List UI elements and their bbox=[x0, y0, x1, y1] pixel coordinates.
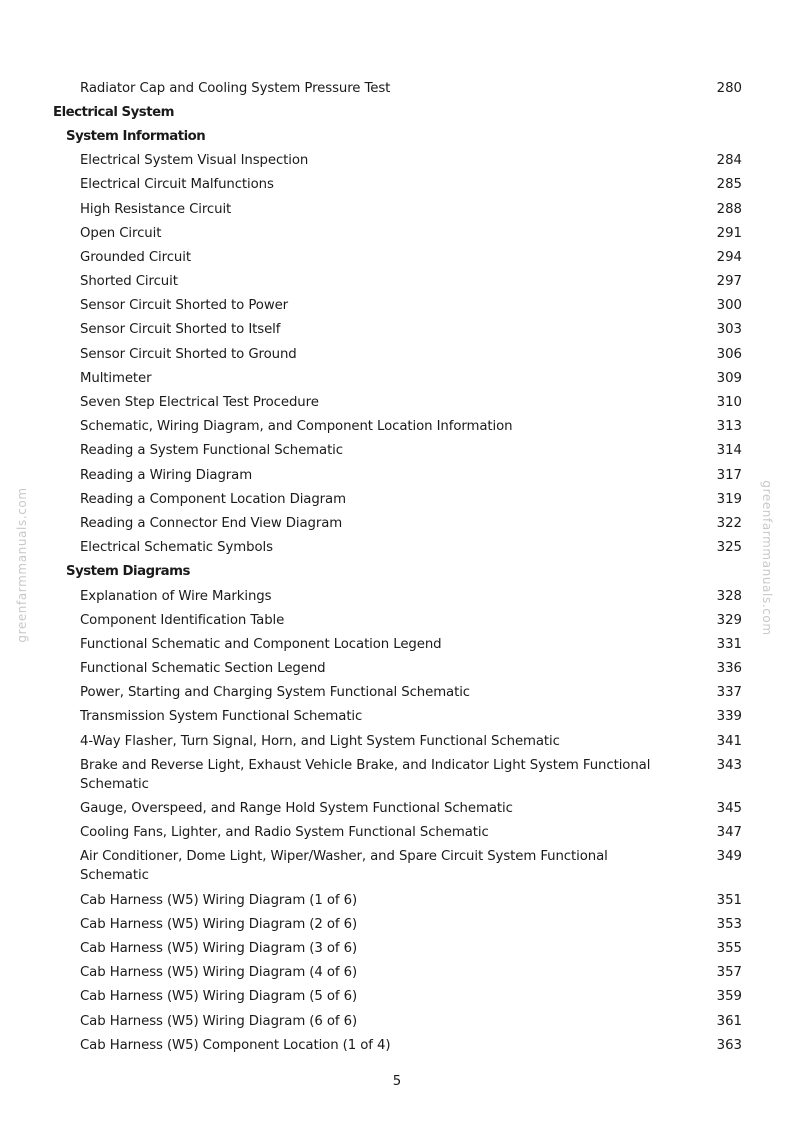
toc-entry[interactable] bbox=[0, 796, 794, 820]
toc-entry[interactable] bbox=[0, 439, 794, 463]
toc-entry[interactable] bbox=[0, 342, 794, 366]
toc-entry-title[interactable]: System Diagrams bbox=[66, 564, 190, 580]
toc-entry[interactable] bbox=[0, 366, 794, 390]
toc-entry-title[interactable]: Radiator Cap and Cooling System Pressure Test bbox=[80, 80, 391, 96]
toc-entry-page[interactable]: 345 bbox=[716, 801, 742, 817]
toc-entry[interactable] bbox=[0, 76, 794, 100]
toc-entry-page[interactable]: 339 bbox=[716, 709, 742, 725]
toc-entry-title[interactable]: Reading a Connector End View Diagram bbox=[80, 515, 343, 531]
watermark-right: greenfarmmanuals.com bbox=[760, 480, 774, 636]
toc-entry[interactable] bbox=[0, 270, 794, 294]
toc-entry[interactable] bbox=[0, 821, 794, 845]
toc-entry[interactable] bbox=[0, 961, 794, 985]
toc-entry[interactable] bbox=[0, 729, 794, 753]
toc-entry[interactable] bbox=[0, 221, 794, 245]
toc-entry-page[interactable]: 280 bbox=[716, 80, 742, 96]
toc-entry-page[interactable]: 331 bbox=[716, 636, 742, 652]
toc-entry-page[interactable]: 349 bbox=[716, 849, 742, 865]
toc-entry[interactable] bbox=[0, 912, 794, 936]
toc-entry-title[interactable]: Electrical System Visual Inspection bbox=[80, 153, 309, 169]
toc-entry-title[interactable]: Cab Harness (W5) Wiring Diagram (2 of 6) bbox=[80, 916, 358, 932]
toc-entry[interactable] bbox=[0, 681, 794, 705]
toc-entry-page[interactable]: 337 bbox=[716, 685, 742, 701]
toc-entry[interactable] bbox=[0, 584, 794, 608]
toc-entry-page[interactable]: 285 bbox=[716, 177, 742, 193]
toc-entry-page[interactable]: 300 bbox=[716, 298, 742, 314]
toc-entry-title[interactable]: Electrical Schematic Symbols bbox=[80, 540, 273, 556]
toc-entry-page[interactable]: 343 bbox=[716, 757, 742, 773]
toc-entry[interactable] bbox=[0, 985, 794, 1009]
toc-entry[interactable] bbox=[0, 657, 794, 681]
toc-entry-page[interactable]: 353 bbox=[716, 916, 742, 932]
toc-entry-title[interactable]: Reading a System Functional Schematic bbox=[80, 443, 343, 459]
toc-entry-title[interactable]: 4-Way Flasher, Turn Signal, Horn, and Light System Functional Schematic bbox=[80, 733, 560, 749]
page-number: 5 bbox=[392, 1074, 402, 1089]
toc-entry-title[interactable]: Cab Harness (W5) Wiring Diagram (4 of 6) bbox=[80, 965, 358, 981]
table-of-contents bbox=[0, 76, 794, 1057]
toc-entry-page[interactable]: 357 bbox=[716, 965, 742, 981]
toc-entry[interactable] bbox=[0, 487, 794, 511]
watermark-left: greenfarmmanuals.com bbox=[15, 487, 29, 643]
toc-entry-title[interactable]: Electrical Circuit Malfunctions bbox=[80, 177, 274, 193]
toc-entry-title[interactable]: Shorted Circuit bbox=[80, 274, 178, 290]
toc-section-heading[interactable] bbox=[0, 100, 794, 124]
toc-entry[interactable] bbox=[0, 753, 794, 796]
toc-entry[interactable] bbox=[0, 845, 794, 888]
toc-entry-title[interactable]: Cooling Fans, Lighter, and Radio System Functional Schematic bbox=[80, 825, 489, 841]
toc-entry-title[interactable]: High Resistance Circuit bbox=[80, 201, 232, 217]
toc-entry-title[interactable]: Cab Harness (W5) Wiring Diagram (6 of 6) bbox=[80, 1013, 358, 1029]
toc-entry-page[interactable]: 359 bbox=[716, 989, 742, 1005]
toc-entry-page[interactable]: 317 bbox=[716, 467, 742, 483]
toc-entry[interactable] bbox=[0, 536, 794, 560]
toc-entry-title[interactable]: Functional Schematic and Component Location Legend bbox=[80, 636, 442, 652]
toc-entry-page[interactable]: 294 bbox=[716, 249, 742, 265]
toc-entry[interactable] bbox=[0, 632, 794, 656]
toc-entry-title[interactable]: Cab Harness (W5) Component Location (1 of 4) bbox=[80, 1037, 391, 1053]
toc-entry-title[interactable]: Explanation of Wire Markings bbox=[80, 588, 272, 604]
toc-entry-title[interactable]: Functional Schematic Section Legend bbox=[80, 661, 326, 677]
toc-entry-title[interactable]: Transmission System Functional Schematic bbox=[80, 709, 363, 725]
toc-entry-title[interactable]: Reading a Wiring Diagram bbox=[80, 467, 253, 483]
toc-entry-page[interactable]: 284 bbox=[716, 153, 742, 169]
toc-entry-page[interactable]: 319 bbox=[716, 491, 742, 507]
toc-entry-page[interactable]: 329 bbox=[716, 612, 742, 628]
toc-entry-page[interactable]: 351 bbox=[716, 892, 742, 908]
toc-entry[interactable] bbox=[0, 294, 794, 318]
toc-entry-page[interactable]: 322 bbox=[716, 515, 742, 531]
toc-entry-page[interactable]: 297 bbox=[716, 274, 742, 290]
toc-entry[interactable] bbox=[0, 390, 794, 414]
toc-entry-title[interactable]: Component Identification Table bbox=[80, 612, 285, 628]
toc-entry[interactable] bbox=[0, 1033, 794, 1057]
toc-entry-title[interactable]: Multimeter bbox=[80, 370, 152, 386]
toc-subsection-heading[interactable] bbox=[0, 124, 794, 148]
toc-entry-page[interactable]: 336 bbox=[716, 661, 742, 677]
toc-entry-title[interactable]: Cab Harness (W5) Wiring Diagram (3 of 6) bbox=[80, 940, 358, 956]
toc-entry-page[interactable]: 306 bbox=[716, 346, 742, 362]
toc-entry-title[interactable]: Cab Harness (W5) Wiring Diagram (5 of 6) bbox=[80, 989, 358, 1005]
toc-entry-title[interactable]: Gauge, Overspeed, and Range Hold System Functional Schematic bbox=[80, 801, 513, 817]
toc-entry-page[interactable]: 291 bbox=[716, 225, 742, 241]
toc-entry[interactable] bbox=[0, 149, 794, 173]
toc-entry-title[interactable]: Electrical System bbox=[53, 104, 174, 120]
toc-entry[interactable] bbox=[0, 245, 794, 269]
toc-entry-page[interactable]: 355 bbox=[716, 940, 742, 956]
toc-entry[interactable] bbox=[0, 888, 794, 912]
toc-subsection-heading[interactable] bbox=[0, 560, 794, 584]
toc-entry-title[interactable]: System Information bbox=[66, 128, 206, 144]
toc-entry[interactable] bbox=[0, 936, 794, 960]
toc-entry-title[interactable]: Open Circuit bbox=[80, 225, 162, 241]
toc-entry[interactable] bbox=[0, 197, 794, 221]
toc-entry-title[interactable]: Air Conditioner, Dome Light, Wiper/Washer, and Spare Circuit System Functional Schematic bbox=[80, 849, 608, 884]
toc-entry[interactable] bbox=[0, 318, 794, 342]
toc-entry-title[interactable]: Schematic, Wiring Diagram, and Component Location Information bbox=[80, 419, 513, 435]
toc-entry[interactable] bbox=[0, 415, 794, 439]
toc-entry-page[interactable]: 313 bbox=[716, 419, 742, 435]
toc-entry[interactable] bbox=[0, 608, 794, 632]
toc-entry-title[interactable]: Sensor Circuit Shorted to Ground bbox=[80, 346, 297, 362]
toc-entry-title[interactable]: Sensor Circuit Shorted to Itself bbox=[80, 322, 281, 338]
toc-entry[interactable] bbox=[0, 463, 794, 487]
toc-entry-title[interactable]: Seven Step Electrical Test Procedure bbox=[80, 395, 319, 411]
toc-entry-page[interactable]: 310 bbox=[716, 395, 742, 411]
toc-entry-title[interactable]: Cab Harness (W5) Wiring Diagram (1 of 6) bbox=[80, 892, 358, 908]
toc-entry[interactable] bbox=[0, 511, 794, 535]
toc-entry-page[interactable]: 363 bbox=[716, 1037, 742, 1053]
toc-entry-title[interactable]: Reading a Component Location Diagram bbox=[80, 491, 346, 507]
toc-entry[interactable] bbox=[0, 173, 794, 197]
toc-entry-page[interactable]: 325 bbox=[716, 540, 742, 556]
toc-entry[interactable] bbox=[0, 705, 794, 729]
toc-entry-page[interactable]: 309 bbox=[716, 370, 742, 386]
toc-entry-page[interactable]: 347 bbox=[716, 825, 742, 841]
toc-entry-page[interactable]: 303 bbox=[716, 322, 742, 338]
toc-entry-title[interactable]: Brake and Reverse Light, Exhaust Vehicle Brake, and Indicator Light System Functional Schematic bbox=[80, 757, 651, 792]
toc-entry-page[interactable]: 314 bbox=[716, 443, 742, 459]
toc-entry-page[interactable]: 361 bbox=[716, 1013, 742, 1029]
toc-entry-title[interactable]: Grounded Circuit bbox=[80, 249, 191, 265]
toc-entry[interactable] bbox=[0, 1009, 794, 1033]
toc-entry-page[interactable]: 341 bbox=[716, 733, 742, 749]
toc-entry-title[interactable]: Power, Starting and Charging System Functional Schematic bbox=[80, 685, 471, 701]
toc-entry-page[interactable]: 328 bbox=[716, 588, 742, 604]
toc-entry-title[interactable]: Sensor Circuit Shorted to Power bbox=[80, 298, 289, 314]
toc-entry-page[interactable]: 288 bbox=[716, 201, 742, 217]
